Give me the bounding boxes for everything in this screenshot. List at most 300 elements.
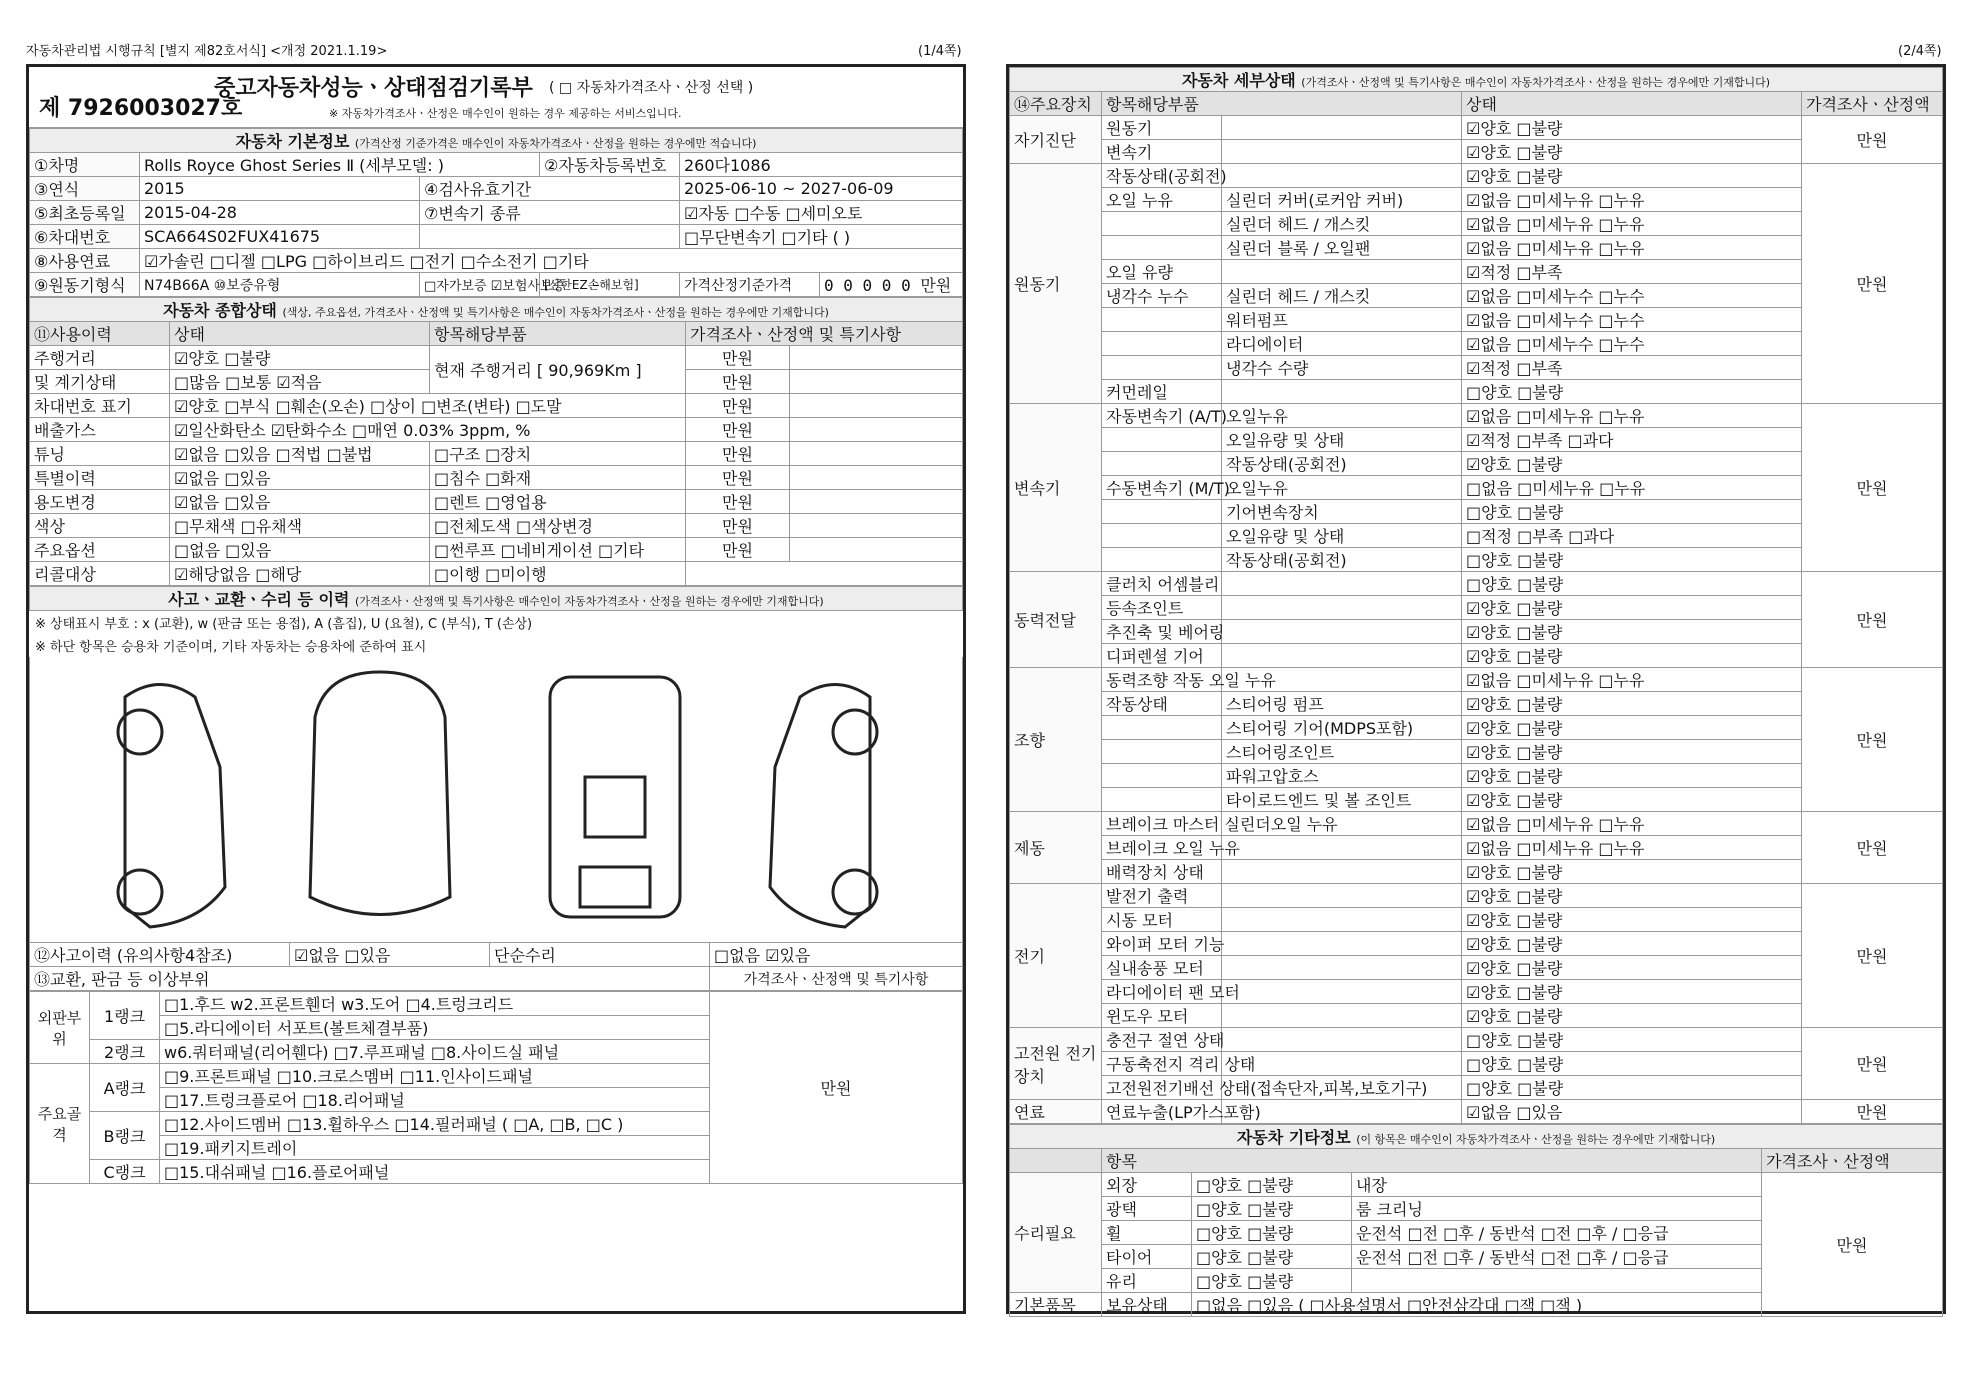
rankC-items: □15.대쉬패널 □16.플로어패널 [160,1160,710,1184]
detail-item: 추진축 및 베어링 [1102,620,1222,644]
base-price-label: 가격산정기준가격 [680,273,820,297]
detail-state: ☑양호 □불량 [1462,716,1802,740]
detail-group-name: 연료 [1010,1100,1102,1124]
accident-note: (가격조사ㆍ산정액 및 특기사항은 매수인이 자동차가격조사ㆍ산정을 원하는 경우에만 기재합니다) [355,595,824,608]
overall-row-1-label: 및 계기상태 [30,370,170,394]
basic-info-table [29,128,963,297]
detail-subitem [1222,380,1462,404]
outer-panel-label: 외판부위 [30,992,90,1064]
side-view-right [770,685,870,928]
detail-item: 수동변속기 (M/T) [1102,476,1222,500]
detail-state: □적정 □부족 □과다 [1462,524,1802,548]
detail-item: 커먼레일 [1102,380,1222,404]
etc-cell: 유리 [1102,1269,1192,1293]
etc-note: (이 항목은 매수인이 자동차가격조사ㆍ산정을 원하는 경우에만 기재합니다) [1356,1133,1716,1146]
etc-cell [1352,1269,1762,1293]
detail-state: ☑양호 □불량 [1462,860,1802,884]
detail-item: 연료누출(LP가스포함) [1102,1100,1222,1124]
detail-cap-parts: 항목해당부품 [1102,92,1462,116]
overall-row-4-parts: □구조 □장치 [430,442,686,466]
detail-row [1010,164,1943,188]
detail-item: 오일 유량 [1102,260,1222,284]
overall-row-4-state: ☑없음 □있음 □적법 □불법 [170,442,430,466]
warranty-label: ⑩보증유형 [213,277,281,294]
detail-state: ☑없음 □미세누유 □누유 [1462,812,1802,836]
detail-state: □양호 □불량 [1462,380,1802,404]
detail-item: 오일 누유 [1102,188,1222,212]
detail-state: ☑적정 □부족 [1462,356,1802,380]
detail-subitem [1222,1004,1462,1028]
detail-group-name: 자기진단 [1010,116,1102,164]
detail-subitem: 실린더 블록 / 오일팬 [1222,236,1462,260]
first-reg-value: 2015-04-28 [140,201,420,225]
detail-cap-state: 상태 [1462,92,1802,116]
detail-title: 자동차 세부상태 [1181,71,1296,90]
detail-state: □양호 □불량 [1462,1028,1802,1052]
overall-row-6-label: 용도변경 [30,490,170,514]
car-name-value: Rolls Royce Ghost Series Ⅱ (세부모델: ) [140,153,540,177]
detail-subitem [1222,620,1462,644]
car-name-label: ①차명 [30,153,140,177]
detail-subitem [1222,140,1462,164]
detail-item [1102,548,1222,572]
page-2 [1006,64,1946,1314]
overall-row-8-won: 만원 [686,538,790,562]
detail-band [1010,68,1943,92]
inspect-period-value: 2025-06-10 ~ 2027-06-09 [680,177,963,201]
detail-row [1010,1100,1943,1124]
etc-cap-price: 가격조사ㆍ산정액 [1762,1149,1943,1173]
engine-type-code: N74B66A [144,277,210,294]
reg-no-label: ②자동차등록번호 [540,153,680,177]
detail-item: 고전원전기배선 상태(접속단자,피복,보호기구) [1102,1076,1222,1100]
detail-state: □없음 □미세누유 □누유 [1462,476,1802,500]
detail-state: ☑양호 □불량 [1462,452,1802,476]
rank1-items-a: □1.후드 w2.프론트휀더 w3.도어 □4.트렁크리드 [160,992,710,1016]
detail-item [1102,356,1222,380]
detail-subitem: 오일유량 및 상태 [1222,524,1462,548]
form-title: 중고자동차성능ㆍ상태점검기록부 [214,76,533,101]
detail-state: ☑양호 □불량 [1462,140,1802,164]
detail-subitem [1222,164,1462,188]
detail-group-name: 동력전달 [1010,572,1102,668]
detail-subitem [1222,1028,1462,1052]
rankA-items-a: □9.프론트패널 □10.크로스멤버 □11.인사이드패널 [160,1064,710,1088]
detail-item: 배력장치 상태 [1102,860,1222,884]
detail-state: ☑양호 □불량 [1462,740,1802,764]
transmission-value-2: □무단변속기 □기타 ( ) [680,225,963,249]
detail-state: ☑없음 □미세누수 □누수 [1462,308,1802,332]
detail-item [1102,716,1222,740]
odometer: 현재 주행거리 [ 90,969Km ] [430,346,686,394]
detail-cap-device: ⑭주요장치 [1010,92,1102,116]
reg-no-value: 260다1086 [680,153,963,177]
detail-price-won: 만원 [1802,404,1943,572]
detail-subitem [1222,932,1462,956]
detail-state-table [1009,67,1943,1124]
detail-subitem [1222,260,1462,284]
detail-state: ☑없음 □미세누유 □누유 [1462,236,1802,260]
page1-number: (1/4쪽) [918,44,962,59]
document-number: 제 7926003027호 [39,96,243,121]
detail-item: 자동변속기 (A/T) [1102,404,1222,428]
insurer: [신한EZ손해보험] [540,273,680,297]
detail-state: □양호 □불량 [1462,548,1802,572]
detail-group-name: 고전원 전기장치 [1010,1028,1102,1100]
panel-rank-table [29,991,963,1184]
detail-subitem: 실린더 헤드 / 개스킷 [1222,212,1462,236]
main-frame-label: 주요골격 [30,1064,90,1184]
detail-subitem: 라디에이터 [1222,332,1462,356]
etc-cell: 외장 [1102,1173,1192,1197]
detail-subitem [1222,644,1462,668]
overall-cap-parts: 항목해당부품 [430,322,686,346]
overall-row-6-state: ☑없음 □있음 [170,490,430,514]
hold-state-value: □없음 □있음 ( □사용설명서 □안전삼각대 □잭 □잭 ) [1192,1293,1762,1317]
detail-state: ☑양호 □불량 [1462,596,1802,620]
year-value: 2015 [140,177,420,201]
engine-type-value [140,273,420,297]
detail-subitem [1222,884,1462,908]
detail-item [1102,524,1222,548]
detail-row [1010,572,1943,596]
exchange-label: ⑬교환, 판금 등 이상부위 [30,967,710,991]
etc-price-won: 만원 [1762,1173,1943,1317]
rank1-label: 1랭크 [90,992,160,1040]
detail-subitem [1222,956,1462,980]
detail-price-won: 만원 [1802,812,1943,884]
overall-row-4-won: 만원 [686,442,790,466]
detail-price-won: 만원 [1802,884,1943,1028]
detail-state: ☑없음 □미세누수 □누수 [1462,332,1802,356]
underbody-trunk [580,867,650,907]
detail-subitem: 냉각수 수량 [1222,356,1462,380]
rankB-label: B랭크 [90,1112,160,1160]
repair-needed-label: 수리필요 [1010,1173,1102,1293]
simple-repair-value: □없음 ☑있음 [710,943,963,967]
page2-number: (2/4쪽) [1898,44,1942,59]
overall-row-8-state: □없음 □있음 [170,538,430,562]
detail-group-name: 전기 [1010,884,1102,1028]
overall-band [30,298,963,322]
detail-group-name: 변속기 [1010,404,1102,572]
exchange-price-label: 가격조사ㆍ산정액 및 특기사항 [710,967,963,991]
etc-cell: 휠 [1102,1221,1192,1245]
detail-subitem: 오일누유 [1222,404,1462,428]
detail-subitem: 작동상태(공회전) [1222,452,1462,476]
fuel-value: ☑가솔린 □디젤 □LPG □하이브리드 □전기 □수소전기 □기타 [140,249,963,273]
detail-item [1102,500,1222,524]
etc-cell: 룸 크리닝 [1352,1197,1762,1221]
rank2-items: w6.쿼터패널(리어휀다) □7.루프패널 □8.사이드실 패널 [160,1040,710,1064]
detail-subitem: 작동상태(공회전) [1222,548,1462,572]
detail-item [1102,212,1222,236]
overall-row-0-state: ☑양호 □불량 [170,346,430,370]
overall-cap-history: ⑪사용이력 [30,322,170,346]
underbody-floor [585,777,645,837]
detail-row [1010,884,1943,908]
top-view [310,672,450,915]
detail-item: 구동축전지 격리 상태 [1102,1052,1222,1076]
detail-price-won: 만원 [1802,668,1943,812]
detail-item [1102,308,1222,332]
detail-state: □양호 □불량 [1462,572,1802,596]
detail-state: ☑양호 □불량 [1462,932,1802,956]
detail-item: 윈도우 모터 [1102,1004,1222,1028]
detail-note: (가격조사ㆍ산정액 및 특기사항은 매수인이 자동차가격조사ㆍ산정을 원하는 경우에만 기재합니다) [1301,76,1771,89]
detail-item: 변속기 [1102,140,1222,164]
car-outline-svg [30,657,964,942]
overall-row-3-won: 만원 [686,418,790,442]
rankC-label: C랭크 [90,1160,160,1184]
base-price-value: 0 0 0 0 0 만원 [820,273,963,297]
overall-row-2-won: 만원 [686,394,790,418]
overall-cap-price: 가격조사ㆍ산정액 및 특기사항 [686,322,963,346]
inspect-period-label: ④검사유효기간 [420,177,680,201]
accident-history-label: ⑫사고이력 (유의사항4참조) [30,943,290,967]
detail-subitem: 스티어링 펌프 [1222,692,1462,716]
detail-subitem: 기어변속장치 [1222,500,1462,524]
detail-subitem [1222,908,1462,932]
detail-cap-price: 가격조사ㆍ산정액 [1802,92,1943,116]
accident-history-table [29,942,963,991]
etc-cell: □양호 □불량 [1192,1197,1352,1221]
detail-item: 냉각수 누수 [1102,284,1222,308]
detail-state: ☑없음 □미세누수 □누수 [1462,284,1802,308]
overall-row-8-parts: □썬루프 □네비게이션 □기타 [430,538,686,562]
etc-cell: 운전석 □전 □후 / 동반석 □전 □후 / □응급 [1352,1221,1762,1245]
detail-item: 실내송풍 모터 [1102,956,1222,980]
detail-item: 원동기 [1102,116,1222,140]
basic-items-label: 기본품목 [1010,1293,1102,1317]
detail-state: ☑없음 □미세누유 □누유 [1462,404,1802,428]
detail-state: ☑없음 □있음 [1462,1100,1802,1124]
etc-cell: □양호 □불량 [1192,1221,1352,1245]
form-law-header: 자동차관리법 시행규칙 [별지 제82호서식] <개정 2021.1.19> [26,44,388,59]
detail-item: 등속조인트 [1102,596,1222,620]
rankB-items-a: □12.사이드멤버 □13.휠하우스 □14.필러패널 ( □A, □B, □C ) [160,1112,710,1136]
overall-row-5-won: 만원 [686,466,790,490]
detail-group-name: 조향 [1010,668,1102,812]
detail-subitem [1222,572,1462,596]
overall-state-table [29,297,963,586]
detail-subitem: 스티어링조인트 [1222,740,1462,764]
rankA-items-b: □17.트렁크플로어 □18.리어패널 [160,1088,710,1112]
detail-state: ☑없음 □미세누유 □누유 [1462,188,1802,212]
detail-state: ☑없음 □미세누유 □누유 [1462,668,1802,692]
detail-state: ☑양호 □불량 [1462,788,1802,812]
overall-row-7-label: 색상 [30,514,170,538]
detail-price-won: 만원 [1802,572,1943,668]
warranty-value: □자가보증 ☑보험사보증 [420,273,540,297]
detail-subitem: 실린더 커버(로커암 커버) [1222,188,1462,212]
detail-item [1102,332,1222,356]
overall-row-5-state: ☑없음 □있음 [170,466,430,490]
etc-cell: 광택 [1102,1197,1192,1221]
overall-row-6-parts: □렌트 □영업용 [430,490,686,514]
detail-item: 시동 모터 [1102,908,1222,932]
detail-item [1102,788,1222,812]
detail-item: 라디에이터 팬 모터 [1102,980,1222,1004]
detail-item: 동력조향 작동 오일 누유 [1102,668,1222,692]
etc-info-table [1009,1124,1943,1317]
detail-state: ☑양호 □불량 [1462,884,1802,908]
detail-state: ☑양호 □불량 [1462,764,1802,788]
overall-row-2-label: 차대번호 표기 [30,394,170,418]
accident-header [29,586,963,611]
vin-label: ⑥차대번호 [30,225,140,249]
etc-cell: □양호 □불량 [1192,1173,1352,1197]
detail-state: ☑양호 □불량 [1462,644,1802,668]
detail-subitem: 파워고압호스 [1222,764,1462,788]
overall-note: (색상, 주요옵션, 가격조사ㆍ산정액 및 특기사항은 매수인이 자동차가격조사ㆍ산정을 원하는 경우에만 기재합니다) [282,306,829,319]
detail-state: ☑양호 □불량 [1462,908,1802,932]
detail-group-name: 원동기 [1010,164,1102,404]
detail-item: 작동상태 [1102,692,1222,716]
basic-info-note: (가격산정 기준가격은 매수인이 자동차가격조사ㆍ산정을 원하는 경우에만 적습니다) [354,137,757,150]
overall-row-6-won: 만원 [686,490,790,514]
detail-item: 작동상태(공회전) [1102,164,1222,188]
accident-note-2: ※ 하단 항목은 승용차 기준이며, 기타 자동차는 승용차에 준하여 표시 [35,640,427,655]
detail-item: 와이퍼 모터 기능 [1102,932,1222,956]
overall-row-5-parts: □침수 □화재 [430,466,686,490]
detail-subitem: 스티어링 기어(MDPS포함) [1222,716,1462,740]
year-label: ③연식 [30,177,140,201]
detail-subitem: 타이로드엔드 및 볼 조인트 [1222,788,1462,812]
accident-history-value: ☑없음 □있음 [290,943,490,967]
accident-title: 사고ㆍ교환ㆍ수리 등 이력 [168,590,350,609]
overall-row-1-state: □많음 □보통 ☑적음 [170,370,430,394]
basic-info-band [30,129,963,153]
etc-cap-item: 항목 [1102,1149,1762,1173]
vin-value: SCA664S02FUX41675 [140,225,420,249]
transmission-value: ☑자동 □수동 □세미오토 [680,201,963,225]
detail-state: ☑양호 □불량 [1462,116,1802,140]
overall-row-4-label: 튜닝 [30,442,170,466]
detail-state: ☑적정 □부족 □과다 [1462,428,1802,452]
detail-item: 디퍼렌셜 기어 [1102,644,1222,668]
overall-cap-state: 상태 [170,322,430,346]
detail-price-won: 만원 [1802,164,1943,404]
simple-repair-label: 단순수리 [490,943,710,967]
rank2-label: 2랭크 [90,1040,160,1064]
etc-cell: 내장 [1352,1173,1762,1197]
overall-row-0-won: 만원 [686,346,790,370]
accident-band [30,587,963,611]
detail-row [1010,1028,1943,1052]
etc-cell: 운전석 □전 □후 / 동반석 □전 □후 / □응급 [1352,1245,1762,1269]
etc-row [1010,1173,1943,1197]
detail-subitem: 오일유량 및 상태 [1222,428,1462,452]
detail-row [1010,116,1943,140]
overall-row-9-parts: □이행 □미이행 [430,562,686,586]
detail-item: 충전구 절연 상태 [1102,1028,1222,1052]
detail-state: □양호 □불량 [1462,1052,1802,1076]
detail-price-won: 만원 [1802,1028,1943,1100]
overall-row-8-label: 주요옵션 [30,538,170,562]
overall-title: 자동차 종합상태 [163,301,277,320]
detail-row [1010,668,1943,692]
etc-band [1010,1125,1943,1149]
rank1-items-b: □5.라디에이터 서포트(볼트체결부품) [160,1016,710,1040]
underbody-view [550,677,680,917]
detail-item: 브레이크 마스터 실린더오일 누유 [1102,812,1222,836]
overall-row-1-won: 만원 [686,370,790,394]
detail-price-won: 만원 [1802,116,1943,164]
etc-cell: 타이어 [1102,1245,1192,1269]
detail-state: □양호 □불량 [1462,500,1802,524]
overall-row-0-label: 주행거리 [30,346,170,370]
detail-row [1010,812,1943,836]
detail-state: ☑양호 □불량 [1462,164,1802,188]
hold-state-label: 보유상태 [1102,1293,1192,1317]
detail-item: 브레이크 오일 누유 [1102,836,1222,860]
page1-title-block [29,67,963,128]
overall-row-7-won: 만원 [686,514,790,538]
first-reg-label: ⑤최초등록일 [30,201,140,225]
etc-cell: □양호 □불량 [1192,1245,1352,1269]
detail-state: ☑없음 □미세누유 □누유 [1462,212,1802,236]
price-check-option: ( □ 자동차가격조사ㆍ산정 선택 ) [549,80,754,96]
transmission-label: ⑦변속기 종류 [420,201,680,225]
detail-state: ☑양호 □불량 [1462,692,1802,716]
side-view-left [125,685,225,928]
detail-state: ☑양호 □불량 [1462,956,1802,980]
overall-row-7-parts: □전체도색 □색상변경 [430,514,686,538]
detail-item [1102,452,1222,476]
detail-subitem [1222,836,1462,860]
overall-row-5-label: 특별이력 [30,466,170,490]
detail-state: ☑양호 □불량 [1462,980,1802,1004]
detail-subitem: 실린더 헤드 / 개스킷 [1222,284,1462,308]
engine-type-label: ⑨원동기형식 [30,273,140,297]
rankA-label: A랭크 [90,1064,160,1112]
detail-state: □양호 □불량 [1462,1076,1802,1100]
overall-row-9-state: ☑해당없음 □해당 [170,562,430,586]
overall-row-9-label: 리콜대상 [30,562,170,586]
detail-subitem [1222,1052,1462,1076]
page-1 [26,64,966,1314]
detail-state: ☑양호 □불량 [1462,620,1802,644]
overall-row-3-state: ☑일산화탄소 ☑탄화수소 □매연 0.03% 3ppm, % [170,418,686,442]
accident-note-1: ※ 상태표시 부호 : x (교환), w (판금 또는 용접), A (흠집), U (요철), C (부식), T (손상) [35,617,533,632]
basic-info-title: 자동차 기본정보 [235,132,350,151]
fuel-label: ⑧사용연료 [30,249,140,273]
car-damage-diagram [29,657,963,942]
panel-price-won: 만원 [710,992,963,1184]
detail-subitem [1222,596,1462,620]
detail-subitem [1222,116,1462,140]
rankB-items-b: □19.패키지트레이 [160,1136,710,1160]
detail-state: ☑적정 □부족 [1462,260,1802,284]
detail-item: 발전기 출력 [1102,884,1222,908]
detail-item: 클러치 어셈블리 [1102,572,1222,596]
detail-group-name: 제동 [1010,812,1102,884]
overall-row-7-state: □무채색 □유채색 [170,514,430,538]
detail-price-won: 만원 [1802,1100,1943,1124]
detail-state: ☑없음 □미세누유 □누유 [1462,836,1802,860]
etc-cell: □양호 □불량 [1192,1269,1352,1293]
etc-title: 자동차 기타정보 [1236,1128,1351,1147]
detail-item [1102,740,1222,764]
title-note: ※ 자동차가격조사ㆍ산정은 매수인이 원하는 경우 제공하는 서비스입니다. [329,107,682,120]
detail-subitem [1222,860,1462,884]
detail-state: ☑양호 □불량 [1462,1004,1802,1028]
detail-item [1102,428,1222,452]
overall-row-3-label: 배출가스 [30,418,170,442]
detail-item [1102,764,1222,788]
detail-item [1102,236,1222,260]
